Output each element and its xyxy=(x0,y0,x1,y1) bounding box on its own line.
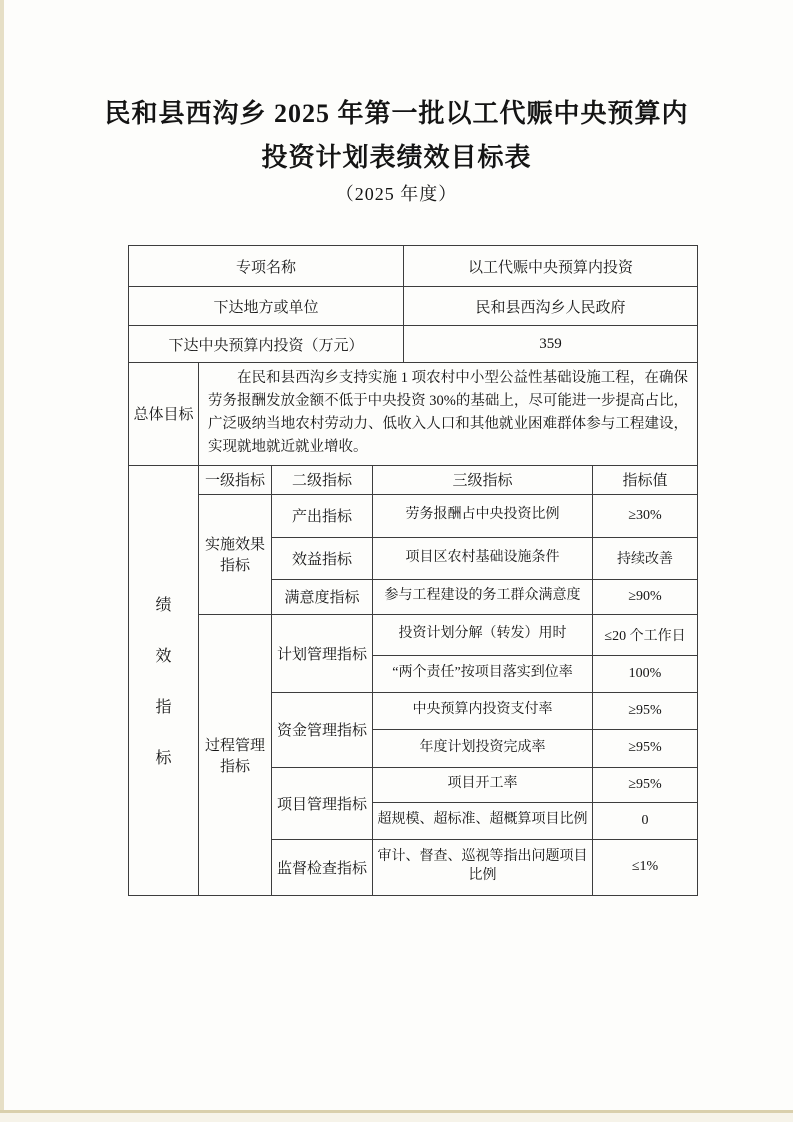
level3-investment-payment-rate: 中央预算内投资支付率 xyxy=(373,692,593,729)
level3-over-scale-ratio: 超规模、超标准、超概算项目比例 xyxy=(373,802,593,839)
level2-fund-management: 资金管理指标 xyxy=(272,692,373,767)
document-title xyxy=(0,92,793,180)
value-project-start-rate: ≥95% xyxy=(593,767,698,802)
table-row xyxy=(129,614,698,655)
level3-worker-satisfaction: 参与工程建设的务工群众满意度 xyxy=(373,579,593,614)
central-investment-label: 下达中央预算内投资（万元） xyxy=(129,326,404,363)
header-level2: 二级指标 xyxy=(272,465,373,494)
level3-project-start-rate: 项目开工率 xyxy=(373,767,593,802)
value-labor-pay-ratio: ≥30% xyxy=(593,494,698,537)
level2-satisfaction: 满意度指标 xyxy=(272,579,373,614)
table-row xyxy=(129,287,698,326)
header-level3: 三级指标 xyxy=(373,465,593,494)
overall-goal-label: 总体目标 xyxy=(129,363,199,466)
level1-effect: 实施效果指标 xyxy=(199,494,272,614)
info-section xyxy=(128,245,698,363)
issued-unit-label: 下达地方或单位 xyxy=(129,287,404,326)
document-title-line1: 民和县西沟乡 2025 年第一批以工代赈中央预算内 xyxy=(104,99,689,128)
header-value: 指标值 xyxy=(593,465,698,494)
indicator-header-row xyxy=(129,465,698,494)
level2-benefit: 效益指标 xyxy=(272,537,373,579)
scan-bottom-edge-area xyxy=(0,1113,793,1122)
special-project-name-label: 专项名称 xyxy=(129,246,404,287)
value-annual-plan-completion: ≥95% xyxy=(593,729,698,767)
table-row xyxy=(129,246,698,287)
level3-annual-plan-completion: 年度计划投资完成率 xyxy=(373,729,593,767)
table-row xyxy=(129,326,698,363)
document-title-line2: 投资计划表绩效目标表 xyxy=(261,143,532,172)
level3-two-responsibilities: “两个责任”按项目落实到位率 xyxy=(373,655,593,692)
overall-goal-section xyxy=(128,362,698,466)
value-worker-satisfaction: ≥90% xyxy=(593,579,698,614)
issued-unit-value: 民和县西沟乡人民政府 xyxy=(404,287,698,326)
level3-rural-infrastructure: 项目区农村基础设施条件 xyxy=(373,537,593,579)
level3-audit-problem-ratio: 审计、督查、巡视等指出问题项目 比例 xyxy=(373,839,593,895)
level3-labor-pay-ratio: 劳务报酬占中央投资比例 xyxy=(373,494,593,537)
level2-output: 产出指标 xyxy=(272,494,373,537)
table-row xyxy=(129,363,698,466)
value-plan-decompose-time: ≤20 个工作日 xyxy=(593,614,698,655)
performance-target-table xyxy=(128,245,697,896)
value-over-scale-ratio: 0 xyxy=(593,802,698,839)
level2-plan-management: 计划管理指标 xyxy=(272,614,373,692)
value-two-responsibilities: 100% xyxy=(593,655,698,692)
level2-project-management: 项目管理指标 xyxy=(272,767,373,839)
table-row xyxy=(129,494,698,537)
level1-process: 过程管理指标 xyxy=(199,614,272,895)
performance-indicator-group-label: 绩 效 指 标 xyxy=(129,465,199,895)
value-investment-payment-rate: ≥95% xyxy=(593,692,698,729)
value-audit-problem-ratio: ≤1% xyxy=(593,839,698,895)
header-level1: 一级指标 xyxy=(199,465,272,494)
indicator-section xyxy=(128,465,698,896)
document-subtitle: （2025 年度） xyxy=(335,184,458,204)
special-project-name-value: 以工代赈中央预算内投资 xyxy=(404,246,698,287)
overall-goal-text: 在民和县西沟乡支持实施 1 项农村中小型公益性基础设施工程，在确保劳务报酬发放金额不低于中央投资 30%的基础上，尽可能进一步提高占比，广泛吸纳当地农村劳动力、低收入人口和其他就业困难群体参与工程建设，实现就地就近就业增收。 xyxy=(199,363,698,466)
central-investment-value: 359 xyxy=(404,326,698,363)
level2-supervision: 监督检查指标 xyxy=(272,839,373,895)
level3-plan-decompose-time: 投资计划分解（转发）用时 xyxy=(373,614,593,655)
value-rural-infrastructure: 持续改善 xyxy=(593,537,698,579)
